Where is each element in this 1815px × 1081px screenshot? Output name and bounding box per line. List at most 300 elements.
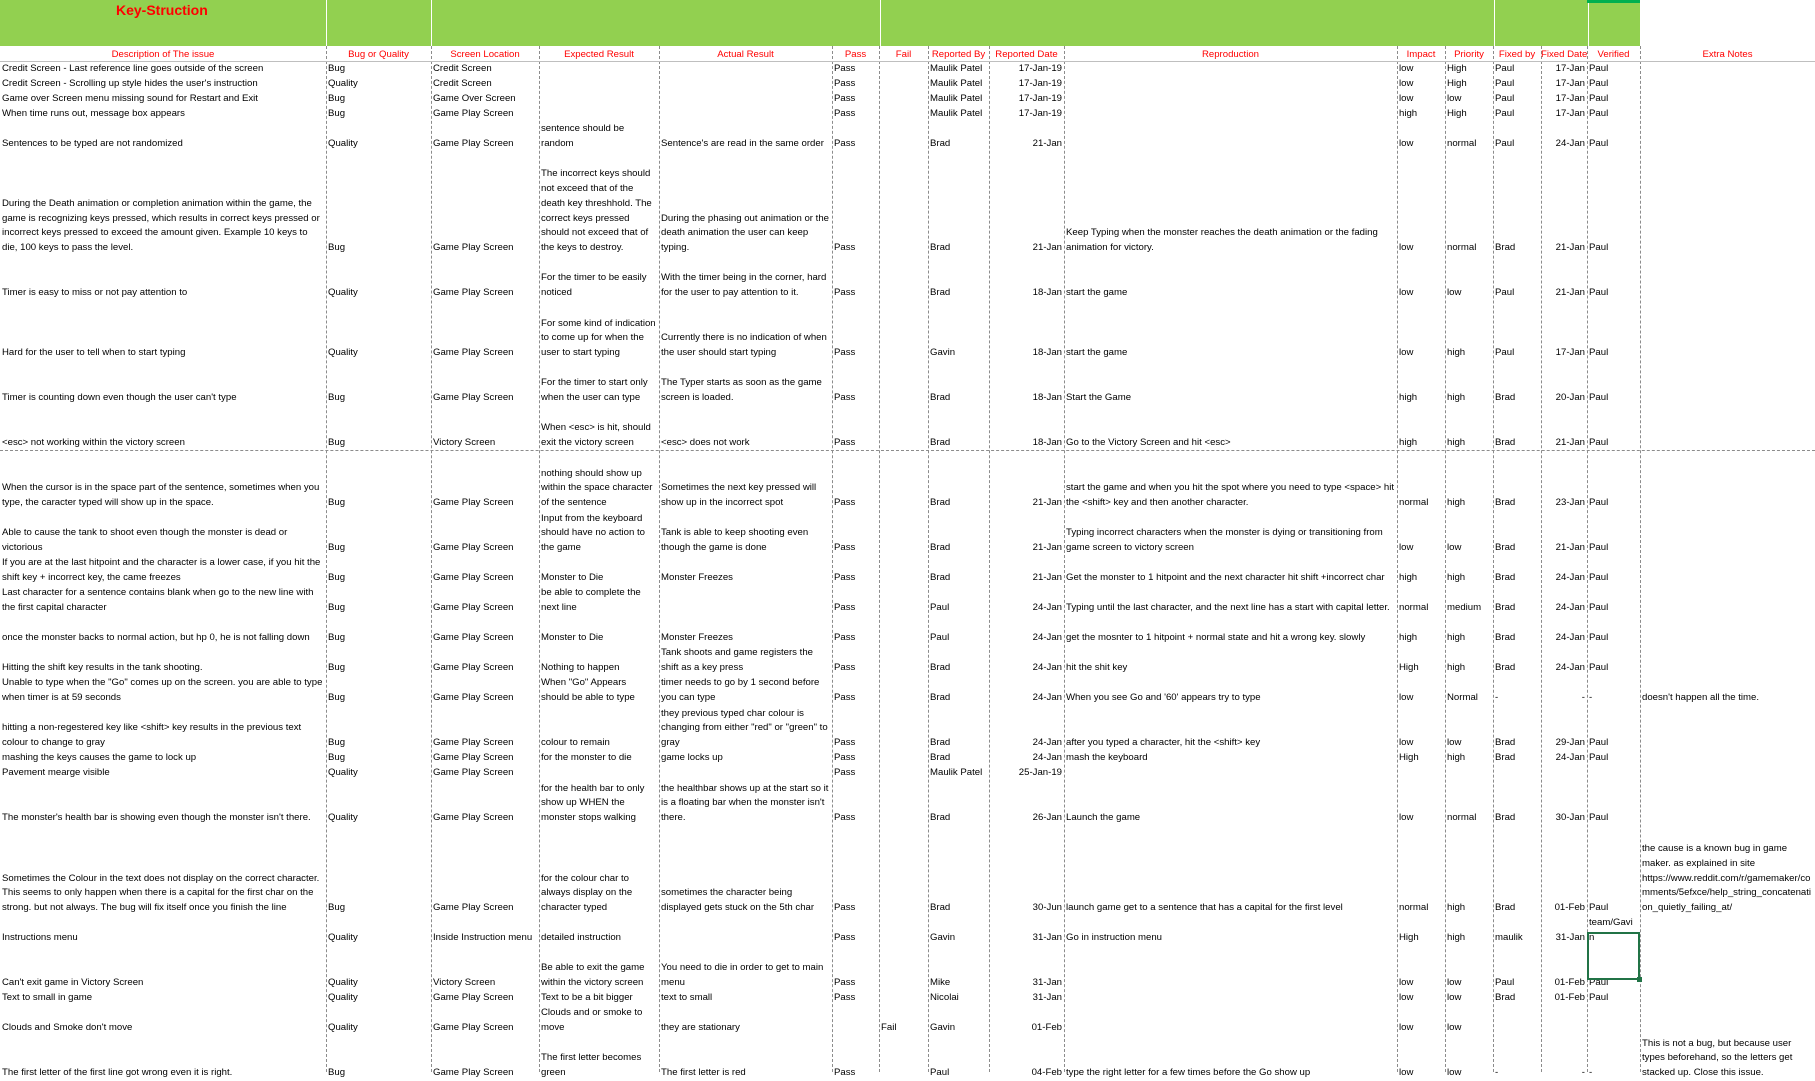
column-header[interactable]: Description of The issue xyxy=(111,49,215,60)
table-cell[interactable] xyxy=(879,991,928,1006)
table-cell[interactable] xyxy=(1064,62,1397,77)
table-cell[interactable]: 18-Jan xyxy=(1032,347,1062,359)
table-cell[interactable]: 01-Feb xyxy=(1031,1022,1062,1034)
table-cell[interactable]: Quality xyxy=(328,992,358,1004)
table-cell[interactable]: Pass xyxy=(834,1067,856,1079)
table-cell[interactable]: Brad xyxy=(930,662,951,674)
table-cell[interactable] xyxy=(879,62,928,77)
table-cell[interactable]: Game Play Screen xyxy=(433,242,514,254)
table-cell[interactable]: team/Gavin xyxy=(1589,917,1633,944)
table-cell[interactable]: Game Play Screen xyxy=(433,902,514,914)
table-cell[interactable]: Pass xyxy=(834,572,856,584)
table-cell[interactable]: maulik xyxy=(1495,932,1523,944)
table-cell[interactable]: low xyxy=(1447,287,1462,299)
table-cell[interactable] xyxy=(879,751,928,766)
table-cell[interactable]: Pass xyxy=(834,497,856,509)
table-cell[interactable]: 21-Jan xyxy=(1032,542,1062,554)
table-cell[interactable]: 24-Jan xyxy=(1032,752,1062,764)
table-cell[interactable]: high xyxy=(1399,572,1418,584)
table-cell[interactable]: Pass xyxy=(834,242,856,254)
table-cell[interactable]: medium xyxy=(1447,602,1482,614)
table-cell[interactable] xyxy=(1640,451,1815,511)
column-header[interactable]: Reproduction xyxy=(1201,49,1260,60)
table-cell[interactable] xyxy=(879,916,928,946)
table-cell[interactable]: - xyxy=(1581,1067,1585,1079)
table-cell[interactable]: Quality xyxy=(328,78,358,90)
active-cell-selection[interactable] xyxy=(1587,932,1640,980)
table-cell[interactable] xyxy=(879,301,928,361)
table-cell[interactable]: Paul xyxy=(1495,78,1515,90)
table-cell[interactable]: Brad xyxy=(1495,542,1516,554)
table-cell[interactable]: the healthbar shows up at the start so it is a floating bar when the monster isn't there. xyxy=(661,782,829,824)
table-cell[interactable]: Paul xyxy=(1589,902,1609,914)
table-cell[interactable] xyxy=(1640,122,1815,152)
table-cell[interactable]: Pass xyxy=(834,752,856,764)
table-cell[interactable]: doesn't happen all the time. xyxy=(1642,692,1760,704)
table-cell[interactable]: Paul xyxy=(1495,287,1515,299)
table-cell[interactable]: mash the keyboard xyxy=(1066,752,1148,764)
table-cell[interactable]: Pass xyxy=(834,542,856,554)
table-cell[interactable]: Maulik Patel xyxy=(930,93,983,105)
table-cell[interactable]: Maulik Patel xyxy=(930,63,983,75)
table-cell[interactable]: Credit Screen xyxy=(433,63,492,75)
table-cell[interactable]: Start the Game xyxy=(1066,392,1132,404)
table-cell[interactable] xyxy=(539,107,659,122)
table-cell[interactable]: Paul xyxy=(1589,108,1609,120)
table-cell[interactable]: start the game xyxy=(1066,347,1128,359)
table-cell[interactable] xyxy=(659,766,832,781)
table-cell[interactable]: 24-Jan xyxy=(1032,632,1062,644)
table-cell[interactable]: 21-Jan xyxy=(1555,542,1585,554)
table-cell[interactable] xyxy=(1640,301,1815,361)
table-cell[interactable]: 31-Jan xyxy=(1032,977,1062,989)
table-cell[interactable] xyxy=(1397,766,1445,781)
table-cell[interactable]: Brad xyxy=(930,812,951,824)
table-cell[interactable] xyxy=(879,646,928,676)
table-cell[interactable] xyxy=(1640,107,1815,122)
table-cell[interactable]: Paul xyxy=(1589,78,1609,90)
table-cell[interactable]: 29-Jan xyxy=(1555,737,1585,749)
table-cell[interactable]: Bug xyxy=(328,392,346,404)
table-cell[interactable]: sometimes the character being displayed gets stuck on the 5th char xyxy=(661,887,815,914)
table-cell[interactable]: Paul xyxy=(1495,977,1515,989)
table-cell[interactable] xyxy=(1640,1006,1815,1036)
table-cell[interactable]: Bug xyxy=(328,1067,346,1079)
table-cell[interactable]: Game Play Screen xyxy=(433,392,514,404)
table-cell[interactable]: low xyxy=(1447,542,1462,554)
table-cell[interactable]: Game Play Screen xyxy=(433,812,514,824)
table-cell[interactable]: 24-Jan xyxy=(1555,662,1585,674)
table-cell[interactable]: Monster Freezes xyxy=(661,572,733,584)
table-cell[interactable]: Unable to type when the "Go" comes up on the screen. you are able to type when timer is at 59 seconds xyxy=(2,677,323,704)
table-cell[interactable]: start the game and when you hit the spot where you need to type <space> hit the <shift> key and then another character. xyxy=(1066,482,1395,509)
table-cell[interactable]: High xyxy=(1447,108,1467,120)
table-cell[interactable]: Text to small in game xyxy=(2,992,93,1004)
table-cell[interactable] xyxy=(539,77,659,92)
table-cell[interactable]: Paul xyxy=(1589,347,1609,359)
table-cell[interactable]: High xyxy=(1399,932,1419,944)
table-cell[interactable]: Quality xyxy=(328,977,358,989)
table-cell[interactable]: mashing the keys causes the game to lock up xyxy=(2,752,197,764)
table-cell[interactable]: Paul xyxy=(1589,497,1609,509)
table-cell[interactable] xyxy=(539,766,659,781)
table-cell[interactable]: they are stationary xyxy=(661,1022,740,1034)
table-cell[interactable] xyxy=(1640,556,1815,586)
table-cell[interactable]: normal xyxy=(1399,602,1429,614)
table-cell[interactable]: 17-Jan xyxy=(1555,93,1585,105)
table-cell[interactable]: Sometimes the next key pressed will show up in the incorrect spot xyxy=(661,482,817,509)
table-cell[interactable] xyxy=(659,586,832,616)
table-cell[interactable]: During the phasing out animation or the death animation the user can keep typing. xyxy=(661,212,829,254)
table-cell[interactable]: Game Play Screen xyxy=(433,662,514,674)
table-cell[interactable]: Brad xyxy=(930,392,951,404)
table-cell[interactable] xyxy=(1640,586,1815,616)
table-cell[interactable]: Brad xyxy=(930,737,951,749)
table-cell[interactable]: Monster to Die xyxy=(541,572,604,584)
table-cell[interactable]: high xyxy=(1447,437,1466,449)
table-cell[interactable]: Brad xyxy=(1495,572,1516,584)
table-cell[interactable]: Gavin xyxy=(930,1022,956,1034)
table-cell[interactable]: be able to complete the next line xyxy=(541,587,641,614)
table-cell[interactable]: Pass xyxy=(834,632,856,644)
table-cell[interactable]: Brad xyxy=(1495,497,1516,509)
table-cell[interactable]: Brad xyxy=(930,138,951,150)
table-cell[interactable]: low xyxy=(1447,737,1462,749)
table-cell[interactable]: Paul xyxy=(1495,93,1515,105)
table-cell[interactable] xyxy=(879,706,928,751)
column-header[interactable]: Screen Location xyxy=(450,49,520,60)
column-header[interactable]: Fail xyxy=(895,49,912,60)
table-cell[interactable]: Text to be a bit bigger xyxy=(541,992,633,1004)
table-cell[interactable]: Pass xyxy=(834,392,856,404)
table-cell[interactable]: Can't exit game in Victory Screen xyxy=(2,977,144,989)
table-cell[interactable] xyxy=(1640,751,1815,766)
table-cell[interactable]: Credit Screen xyxy=(433,78,492,90)
table-cell[interactable]: Sometimes the Colour in the text does not display on the correct character. This seems to only happen when there is a capital for the first char on the strong. but not always. The bug will fix itself once you finish the line xyxy=(2,872,320,914)
table-cell[interactable]: Pass xyxy=(834,737,856,749)
table-cell[interactable] xyxy=(1064,92,1397,107)
table-cell[interactable]: When time runs out, message box appears xyxy=(2,108,185,120)
table-cell[interactable]: Game Play Screen xyxy=(433,108,514,120)
table-cell[interactable]: Brad xyxy=(930,572,951,584)
table-cell[interactable]: Pass xyxy=(834,63,856,75)
table-cell[interactable]: low xyxy=(1399,692,1414,704)
table-cell[interactable]: for the health bar to only show up WHEN the monster stops walking xyxy=(541,782,645,824)
table-cell[interactable]: Pass xyxy=(834,692,856,704)
table-cell[interactable] xyxy=(659,916,832,946)
table-cell[interactable]: Pass xyxy=(834,347,856,359)
table-cell[interactable] xyxy=(879,766,928,781)
table-cell[interactable] xyxy=(879,946,928,991)
table-cell[interactable]: Bug xyxy=(328,542,346,554)
table-cell[interactable]: low xyxy=(1399,78,1414,90)
table-cell[interactable]: Brad xyxy=(930,242,951,254)
table-cell[interactable]: Quality xyxy=(328,767,358,779)
table-cell[interactable] xyxy=(1493,766,1541,781)
table-cell[interactable]: Go in instruction menu xyxy=(1066,932,1162,944)
table-cell[interactable]: low xyxy=(1399,242,1414,254)
table-cell[interactable]: Clouds and or smoke to move xyxy=(541,1007,643,1034)
table-cell[interactable]: For some kind of indication to come up for when the user to start typing xyxy=(541,317,656,359)
table-cell[interactable]: 18-Jan xyxy=(1032,437,1062,449)
table-cell[interactable] xyxy=(1445,766,1493,781)
table-cell[interactable]: 21-Jan xyxy=(1032,572,1062,584)
table-cell[interactable] xyxy=(1541,766,1587,781)
table-cell[interactable] xyxy=(659,62,832,77)
table-cell[interactable]: nothing should show up within the space character of the sentence xyxy=(541,467,653,509)
column-header[interactable]: Expected Result xyxy=(564,49,634,60)
table-cell[interactable] xyxy=(1640,256,1815,301)
table-cell[interactable]: Bug xyxy=(328,93,346,105)
table-cell[interactable]: 24-Jan xyxy=(1555,602,1585,614)
table-cell[interactable] xyxy=(879,556,928,586)
table-cell[interactable]: Brad xyxy=(1495,662,1516,674)
table-cell[interactable]: Typing incorrect characters when the monster is dying or transitioning from game screen to victory screen xyxy=(1066,527,1383,554)
table-cell[interactable]: Paul xyxy=(1589,93,1609,105)
table-cell[interactable]: Bug xyxy=(328,662,346,674)
table-cell[interactable] xyxy=(1640,706,1815,751)
column-header[interactable]: Extra Notes xyxy=(1702,49,1753,60)
table-cell[interactable]: 24-Jan xyxy=(1555,138,1585,150)
fill-handle[interactable] xyxy=(1637,977,1642,982)
table-cell[interactable]: Quality xyxy=(328,138,358,150)
table-cell[interactable]: With the timer being in the corner, hard for the user to pay attention to it. xyxy=(661,272,827,299)
table-cell[interactable]: 17-Jan-19 xyxy=(1018,63,1062,75)
table-cell[interactable]: 24-Jan xyxy=(1032,737,1062,749)
table-cell[interactable]: Maulik Patel xyxy=(930,108,983,120)
table-cell[interactable]: Game Play Screen xyxy=(433,1022,514,1034)
table-cell[interactable]: The first letter becomes green xyxy=(541,1052,642,1079)
table-cell[interactable]: hitting a non-regestered key like <shift> key results in the previous text colour to change to gray xyxy=(2,722,302,749)
table-cell[interactable]: low xyxy=(1399,63,1414,75)
table-cell[interactable]: Pass xyxy=(834,992,856,1004)
table-cell[interactable]: Paul xyxy=(1589,662,1609,674)
table-cell[interactable]: high xyxy=(1399,108,1418,120)
table-cell[interactable]: Normal xyxy=(1447,692,1478,704)
table-cell[interactable]: detailed instruction xyxy=(541,932,621,944)
table-cell[interactable] xyxy=(539,92,659,107)
table-cell[interactable]: Brad xyxy=(930,692,951,704)
table-cell[interactable]: 17-Jan xyxy=(1555,63,1585,75)
table-cell[interactable]: Fail xyxy=(881,1022,897,1034)
table-cell[interactable]: Nothing to happen xyxy=(541,662,620,674)
table-cell[interactable]: Game Over Screen xyxy=(433,93,516,105)
table-cell[interactable]: Paul xyxy=(1589,572,1609,584)
table-cell[interactable] xyxy=(1064,107,1397,122)
table-cell[interactable]: 23-Jan xyxy=(1555,497,1585,509)
table-cell[interactable]: Paul xyxy=(1589,977,1609,989)
table-cell[interactable] xyxy=(1640,511,1815,556)
table-cell[interactable]: 17-Jan xyxy=(1555,347,1585,359)
table-cell[interactable]: Get the monster to 1 hitpoint and the next character hit shift +incorrect char xyxy=(1066,572,1385,584)
table-cell[interactable]: Pass xyxy=(834,932,856,944)
table-cell[interactable] xyxy=(1640,361,1815,406)
table-cell[interactable]: normal xyxy=(1399,902,1429,914)
table-cell[interactable]: the cause is a known bug in game maker. as explained in site https://www.reddit.com/r/gamemaker/comments/5efxce/help_string_concatenation_quietly_failing_at/ xyxy=(1642,843,1812,914)
table-cell[interactable]: Brad xyxy=(1495,602,1516,614)
table-cell[interactable]: 25-Jan-19 xyxy=(1018,767,1062,779)
table-cell[interactable]: Game Play Screen xyxy=(433,632,514,644)
table-cell[interactable]: Launch the game xyxy=(1066,812,1141,824)
table-cell[interactable]: high xyxy=(1399,437,1418,449)
table-cell[interactable] xyxy=(879,781,928,826)
table-cell[interactable]: 21-Jan xyxy=(1032,138,1062,150)
table-cell[interactable]: once the monster backs to normal action, but hp 0, he is not falling down xyxy=(2,632,310,644)
table-cell[interactable]: 17-Jan xyxy=(1555,108,1585,120)
table-cell[interactable]: 24-Jan xyxy=(1555,752,1585,764)
column-header[interactable]: Verified xyxy=(1597,49,1630,60)
table-cell[interactable]: Inside Instruction menu xyxy=(433,932,533,944)
table-cell[interactable]: Brad xyxy=(930,287,951,299)
table-cell[interactable]: Pass xyxy=(834,902,856,914)
table-cell[interactable] xyxy=(879,451,928,511)
table-cell[interactable]: Pass xyxy=(834,437,856,449)
table-cell[interactable] xyxy=(1640,946,1815,991)
table-cell[interactable]: Keep Typing when the monster reaches the death animation or the fading animation for victory. xyxy=(1066,227,1378,254)
table-cell[interactable]: - xyxy=(1581,692,1585,704)
table-cell[interactable]: low xyxy=(1447,93,1462,105)
table-cell[interactable]: Game Play Screen xyxy=(433,767,514,779)
table-cell[interactable]: 17-Jan-19 xyxy=(1018,108,1062,120)
table-cell[interactable]: Pass xyxy=(834,977,856,989)
table-cell[interactable]: Quality xyxy=(328,932,358,944)
table-cell[interactable]: high xyxy=(1447,662,1466,674)
column-header[interactable]: Impact xyxy=(1406,49,1436,60)
table-cell[interactable]: Paul xyxy=(1589,542,1609,554)
table-cell[interactable]: The first letter of the first line got wrong even it is right. xyxy=(2,1067,233,1079)
table-cell[interactable]: Game Play Screen xyxy=(433,602,514,614)
table-cell[interactable]: high xyxy=(1399,632,1418,644)
table-cell[interactable]: Pass xyxy=(834,602,856,614)
table-cell[interactable]: Paul xyxy=(1589,632,1609,644)
table-cell[interactable]: text to small xyxy=(661,992,713,1004)
table-cell[interactable]: low xyxy=(1399,93,1414,105)
table-cell[interactable] xyxy=(1640,77,1815,92)
table-cell[interactable]: Paul xyxy=(1589,287,1609,299)
table-cell[interactable]: Paul xyxy=(1495,347,1515,359)
table-cell[interactable]: Game Play Screen xyxy=(433,1067,514,1079)
table-cell[interactable]: Credit Screen - Scrolling up style hides the user's instruction xyxy=(2,78,258,90)
table-cell[interactable]: For the timer to be easily noticed xyxy=(541,272,647,299)
table-cell[interactable]: Bug xyxy=(328,497,346,509)
table-cell[interactable]: normal xyxy=(1399,497,1429,509)
table-cell[interactable] xyxy=(1587,766,1640,781)
table-cell[interactable] xyxy=(832,1006,879,1036)
table-cell[interactable]: Monster Freezes xyxy=(661,632,733,644)
table-cell[interactable]: Bug xyxy=(328,752,346,764)
table-cell[interactable]: Paul xyxy=(1589,242,1609,254)
table-cell[interactable] xyxy=(879,1036,928,1081)
table-cell[interactable]: Paul xyxy=(1589,752,1609,764)
table-cell[interactable]: Bug xyxy=(328,437,346,449)
table-cell[interactable]: Timer is easy to miss or not pay attention to xyxy=(2,287,188,299)
table-cell[interactable] xyxy=(1640,781,1815,826)
table-cell[interactable]: low xyxy=(1399,977,1414,989)
table-cell[interactable] xyxy=(1064,946,1397,991)
table-cell[interactable]: 24-Jan xyxy=(1032,662,1062,674)
table-cell[interactable]: High xyxy=(1447,78,1467,90)
table-cell[interactable]: 30-Jun xyxy=(1032,902,1062,914)
table-cell[interactable]: Bug xyxy=(328,632,346,644)
table-cell[interactable]: Pass xyxy=(834,287,856,299)
table-cell[interactable]: - xyxy=(1495,692,1499,704)
table-cell[interactable]: Victory Screen xyxy=(433,977,496,989)
sheet-title[interactable]: Key-Struction xyxy=(116,2,208,18)
table-cell[interactable]: 24-Jan xyxy=(1032,692,1062,704)
table-cell[interactable] xyxy=(659,92,832,107)
table-cell[interactable]: 21-Jan xyxy=(1032,242,1062,254)
table-cell[interactable]: high xyxy=(1447,347,1466,359)
table-cell[interactable]: Quality xyxy=(328,1022,358,1034)
table-cell[interactable]: Quality xyxy=(328,812,358,824)
table-cell[interactable] xyxy=(1640,92,1815,107)
table-cell[interactable]: Game Play Screen xyxy=(433,752,514,764)
table-cell[interactable]: 31-Jan xyxy=(1032,932,1062,944)
table-cell[interactable]: Game Play Screen xyxy=(433,287,514,299)
table-cell[interactable]: normal xyxy=(1447,812,1477,824)
table-cell[interactable] xyxy=(1064,122,1397,152)
table-cell[interactable] xyxy=(659,107,832,122)
table-cell[interactable]: For the timer to start only when the user can type xyxy=(541,377,648,404)
column-header[interactable]: Bug or Quality xyxy=(348,49,409,60)
table-cell[interactable] xyxy=(1640,646,1815,676)
table-cell[interactable]: Able to cause the tank to shoot even though the monster is dead or victorious xyxy=(2,527,288,554)
table-cell[interactable] xyxy=(1640,991,1815,1006)
table-cell[interactable]: Pass xyxy=(834,138,856,150)
table-cell[interactable]: Game Play Screen xyxy=(433,692,514,704)
table-cell[interactable]: 30-Jan xyxy=(1555,812,1585,824)
table-cell[interactable]: 31-Jan xyxy=(1555,932,1585,944)
table-cell[interactable]: low xyxy=(1399,992,1414,1004)
table-cell[interactable]: - xyxy=(1495,1067,1499,1079)
table-cell[interactable] xyxy=(1640,406,1815,451)
table-cell[interactable]: 17-Jan xyxy=(1555,78,1585,90)
table-cell[interactable] xyxy=(1064,1006,1397,1036)
table-cell[interactable]: Mike xyxy=(930,977,951,989)
table-cell[interactable]: start the game xyxy=(1066,287,1128,299)
table-cell[interactable]: Paul xyxy=(1495,63,1515,75)
table-cell[interactable]: Paul xyxy=(1589,812,1609,824)
table-cell[interactable]: Maulik Patel xyxy=(930,767,983,779)
table-cell[interactable]: 18-Jan xyxy=(1032,287,1062,299)
table-cell[interactable]: Go to the Victory Screen and hit <esc> xyxy=(1066,437,1231,449)
table-cell[interactable] xyxy=(879,406,928,451)
table-cell[interactable]: 01-Feb xyxy=(1554,992,1585,1004)
table-cell[interactable]: colour to remain xyxy=(541,737,610,749)
table-cell[interactable]: The monster's health bar is showing even though the monster isn't there. xyxy=(2,812,311,824)
table-cell[interactable]: Sentence's are read in the same order xyxy=(661,138,824,150)
table-cell[interactable]: <esc> not working within the victory screen xyxy=(2,437,185,449)
table-cell[interactable]: Brad xyxy=(930,752,951,764)
table-cell[interactable]: - xyxy=(1589,692,1593,704)
table-cell[interactable]: Paul xyxy=(1589,737,1609,749)
table-cell[interactable]: <esc> does not work xyxy=(661,437,750,449)
table-cell[interactable]: Paul xyxy=(930,602,950,614)
table-cell[interactable]: When you see Go and '60' appears try to type xyxy=(1066,692,1261,704)
table-cell[interactable]: 01-Feb xyxy=(1554,977,1585,989)
table-cell[interactable]: normal xyxy=(1447,138,1477,150)
table-cell[interactable]: low xyxy=(1399,347,1414,359)
table-cell[interactable] xyxy=(1640,766,1815,781)
column-header[interactable]: Actual Result xyxy=(717,49,774,60)
table-cell[interactable]: after you typed a character, hit the <shift> key xyxy=(1066,737,1261,749)
table-cell[interactable]: Quality xyxy=(328,347,358,359)
table-cell[interactable]: Pass xyxy=(834,93,856,105)
table-cell[interactable]: timer needs to go by 1 second before you can type xyxy=(661,677,820,704)
table-cell[interactable]: Victory Screen xyxy=(433,437,496,449)
table-cell[interactable]: Paul xyxy=(930,1067,950,1079)
table-cell[interactable]: Typing until the last character, and the next line has a start with capital letter. xyxy=(1066,602,1390,614)
